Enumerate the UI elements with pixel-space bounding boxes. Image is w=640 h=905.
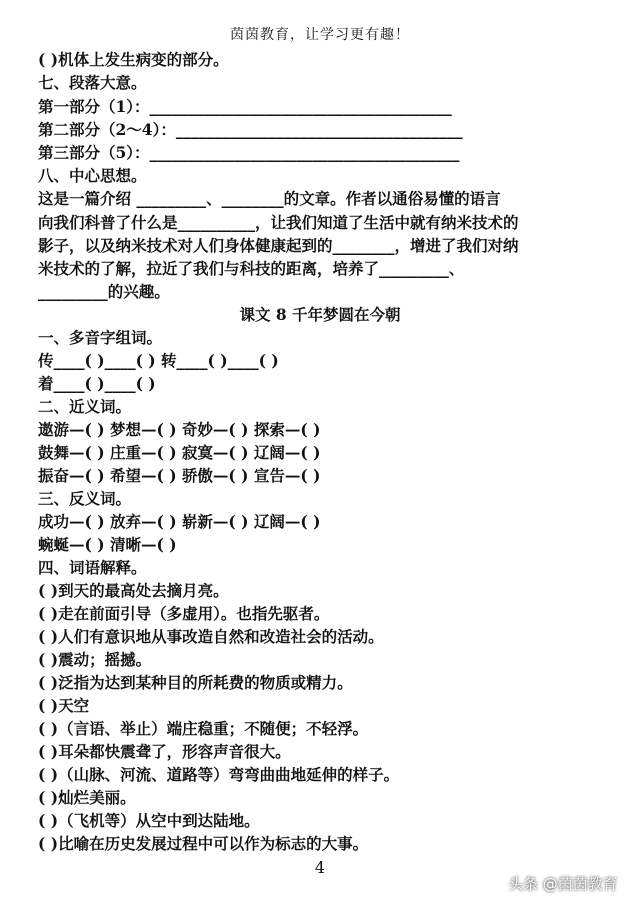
text-line: 向我们科普了什么是__________，让我们知道了生活中就有纳米技术的 <box>38 213 519 232</box>
text-line: 传____( )____( ) 转____( )____( ) <box>38 351 279 370</box>
text-line: ( )到天的最高处去摘月亮。 <box>38 581 229 600</box>
section-heading: 三、反义词。 <box>38 489 132 508</box>
text-line: 第三部分（5）：________________________________________ <box>38 143 460 162</box>
section-heading: 八、中心思想。 <box>38 166 147 185</box>
text-line: ( )（言语、举止）端庄稳重；不随便；不轻浮。 <box>38 719 369 738</box>
text-line: ( )耳朵都快震聋了，形容声音很大。 <box>38 742 291 761</box>
text-line: ( )人们有意识地从事改造自然和改造社会的活动。 <box>38 627 384 646</box>
text-line: 着____( )____( ) <box>38 374 156 393</box>
text-line: 鼓舞—( ) 庄重—( ) 寂寞—( ) 辽阔—( ) <box>38 443 321 462</box>
text-line: ( )（飞机等）从空中到达陆地。 <box>38 811 260 830</box>
section-heading: 七、段落大意。 <box>38 73 147 92</box>
text-line: ( )灿烂美丽。 <box>38 788 136 807</box>
text-line: 第二部分（2～4）：_____________________________________ <box>38 120 463 139</box>
text-line: ( )泛指为达到某种目的所耗费的物质或精力。 <box>38 673 353 692</box>
page-header: 茵茵教育，让学习更有趣！ <box>230 27 410 43</box>
text-line: 蜿蜒—( ) 清晰—( ) <box>38 535 177 554</box>
section-heading: 四、词语解释。 <box>38 558 147 577</box>
text-line: ( )震动；摇撼。 <box>38 650 152 669</box>
section-heading: 一、多音字组词。 <box>38 328 163 347</box>
text-line: ( )（山脉、河流、道路等）弯弯曲曲地延伸的样子。 <box>38 765 400 784</box>
lesson-title: 课文 8 千年梦圆在今朝 <box>239 305 401 324</box>
text-line: 第一部分（1）：_______________________________________ <box>38 97 452 116</box>
section-heading: 二、近义词。 <box>38 397 132 416</box>
text-line: 米技术的了解，拉近了我们与科技的距离，培养了_________、 <box>38 259 465 278</box>
text-line: 影子，以及纳米技术对人们身体健康起到的________，增进了我们对纳 <box>38 236 519 255</box>
text-line: 遨游—( ) 梦想—( ) 奇妙—( ) 探索—( ) <box>38 420 321 439</box>
page-number: 4 <box>314 858 326 877</box>
text-line: ( )比喻在历史发展过程中可以作为标志的大事。 <box>38 834 369 853</box>
text-line: _________的兴趣。 <box>38 282 170 301</box>
watermark: 头条 @茵茵教育 <box>508 875 618 893</box>
text-line: 振奋—( ) 希望—( ) 骄傲—( ) 宣告—( ) <box>38 466 321 485</box>
text-line: 这是一篇介绍 _________、________的文章。作者以通俗易懂的语言 <box>38 189 501 208</box>
text-line: 成功—( ) 放弃—( ) 崭新—( ) 辽阔—( ) <box>38 512 321 531</box>
text-line: ( )走在前面引导（多虚用）。也指先驱者。 <box>38 604 330 623</box>
text-line: ( )机体上发生病变的部分。 <box>38 50 229 69</box>
text-line: ( )天空 <box>38 696 90 715</box>
